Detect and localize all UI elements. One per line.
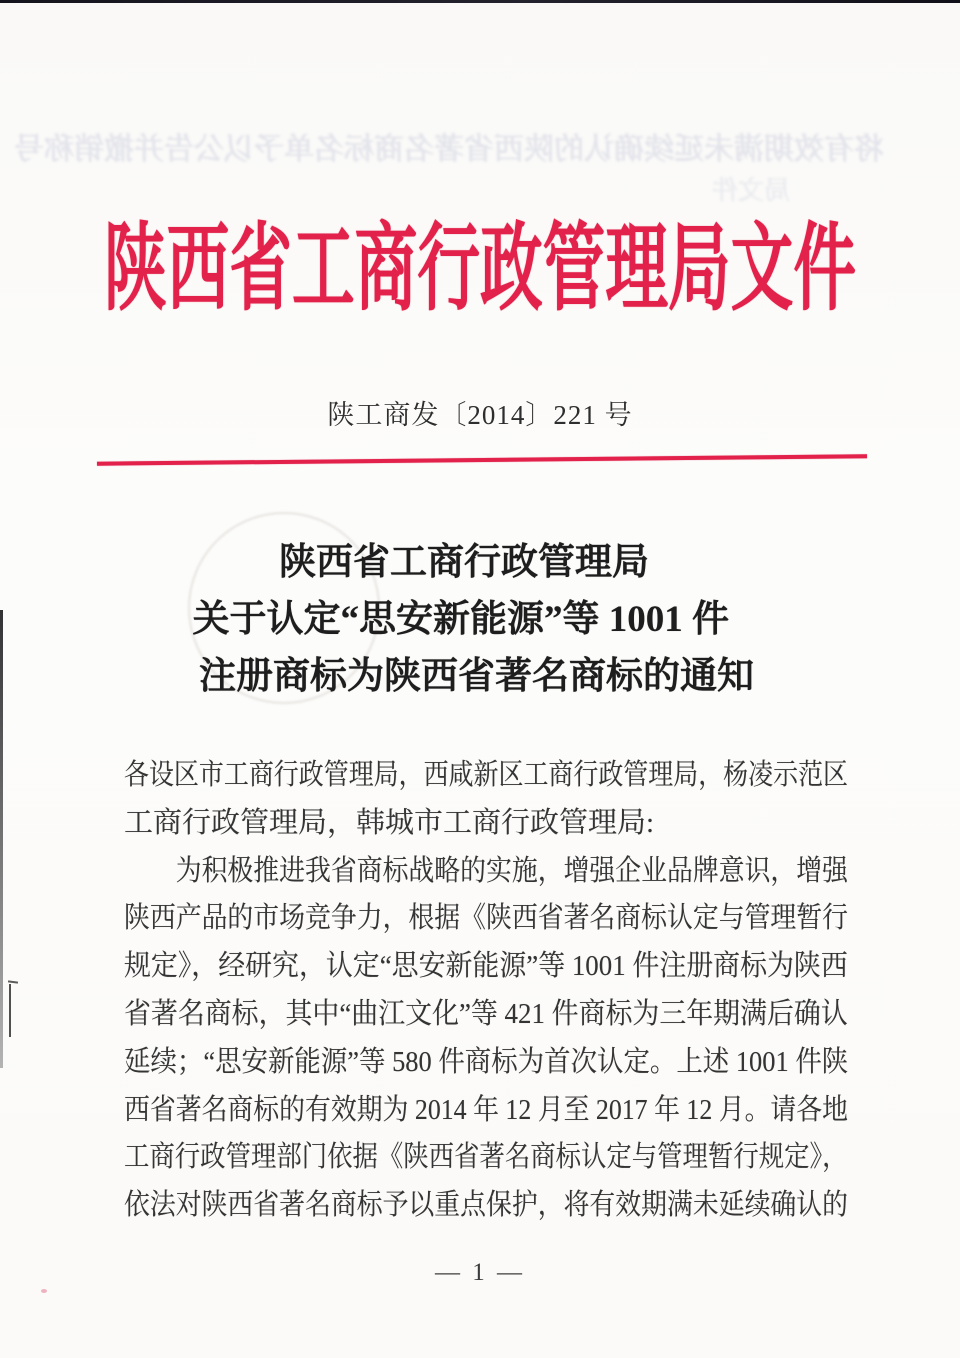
body-line: 陕西产品的市场竞争力，根据《陕西省著名商标认定与管理暂行 <box>124 902 849 935</box>
document-title-line-3: 注册商标为陕西省著名商标的通知 <box>199 656 754 697</box>
scan-top-edge-shadow <box>0 0 960 3</box>
document-number: 陕工商发〔2014〕221 号 <box>327 400 633 430</box>
staple-mark <box>9 984 11 1037</box>
page-number: — 1 — <box>435 1259 525 1286</box>
body-line: 规定》，经研究，认定“思安新能源”等 1001 件注册商标为陕西 <box>124 950 848 983</box>
document-title-line-1: 陕西省工商行政管理局 <box>279 542 649 583</box>
salutation-line: 各设区市工商行政管理局，西咸新区工商行政管理局，杨凌示范区 <box>124 759 849 791</box>
red-divider-rule <box>97 454 867 465</box>
document-title-line-2: 关于认定“思安新能源”等 1001 件 <box>192 599 729 640</box>
document-body <box>124 752 848 1230</box>
agency-letterhead-title <box>104 202 856 336</box>
salutation-line: 工商行政管理局，韩城市工商行政管理局: <box>124 806 655 839</box>
body-line: 西省著名商标的有效期为 2014 年 12 月至 2017 年 12 月。请各地 <box>124 1093 849 1126</box>
body-line: 省著名商标，其中“曲江文化”等 421 件商标为三年期满后确认 <box>124 997 848 1030</box>
bleed-through-text: 将有效期满未延续确认的陕西省著名商标名单予以公告并撤销称号 <box>14 133 884 166</box>
scan-artifact <box>41 1289 47 1293</box>
body-line: 延续；“思安新能源”等 580 件商标为首次认定。上述 1001 件陕 <box>124 1045 849 1078</box>
agency-letterhead-text: 陕西省工商行政管理局文件 <box>104 215 857 323</box>
body-line: 依法对陕西省著名商标予以重点保护，将有效期满未延续确认的 <box>124 1189 849 1222</box>
body-line: 为积极推进我省商标战略的实施，增强企业品牌意识，增强 <box>175 854 849 887</box>
body-line: 工商行政管理部门依据《陕西省著名商标认定与管理暂行规定》， <box>124 1141 848 1174</box>
document-title <box>0 534 960 705</box>
bleed-through-text-fragment: 局文件 <box>711 176 790 205</box>
